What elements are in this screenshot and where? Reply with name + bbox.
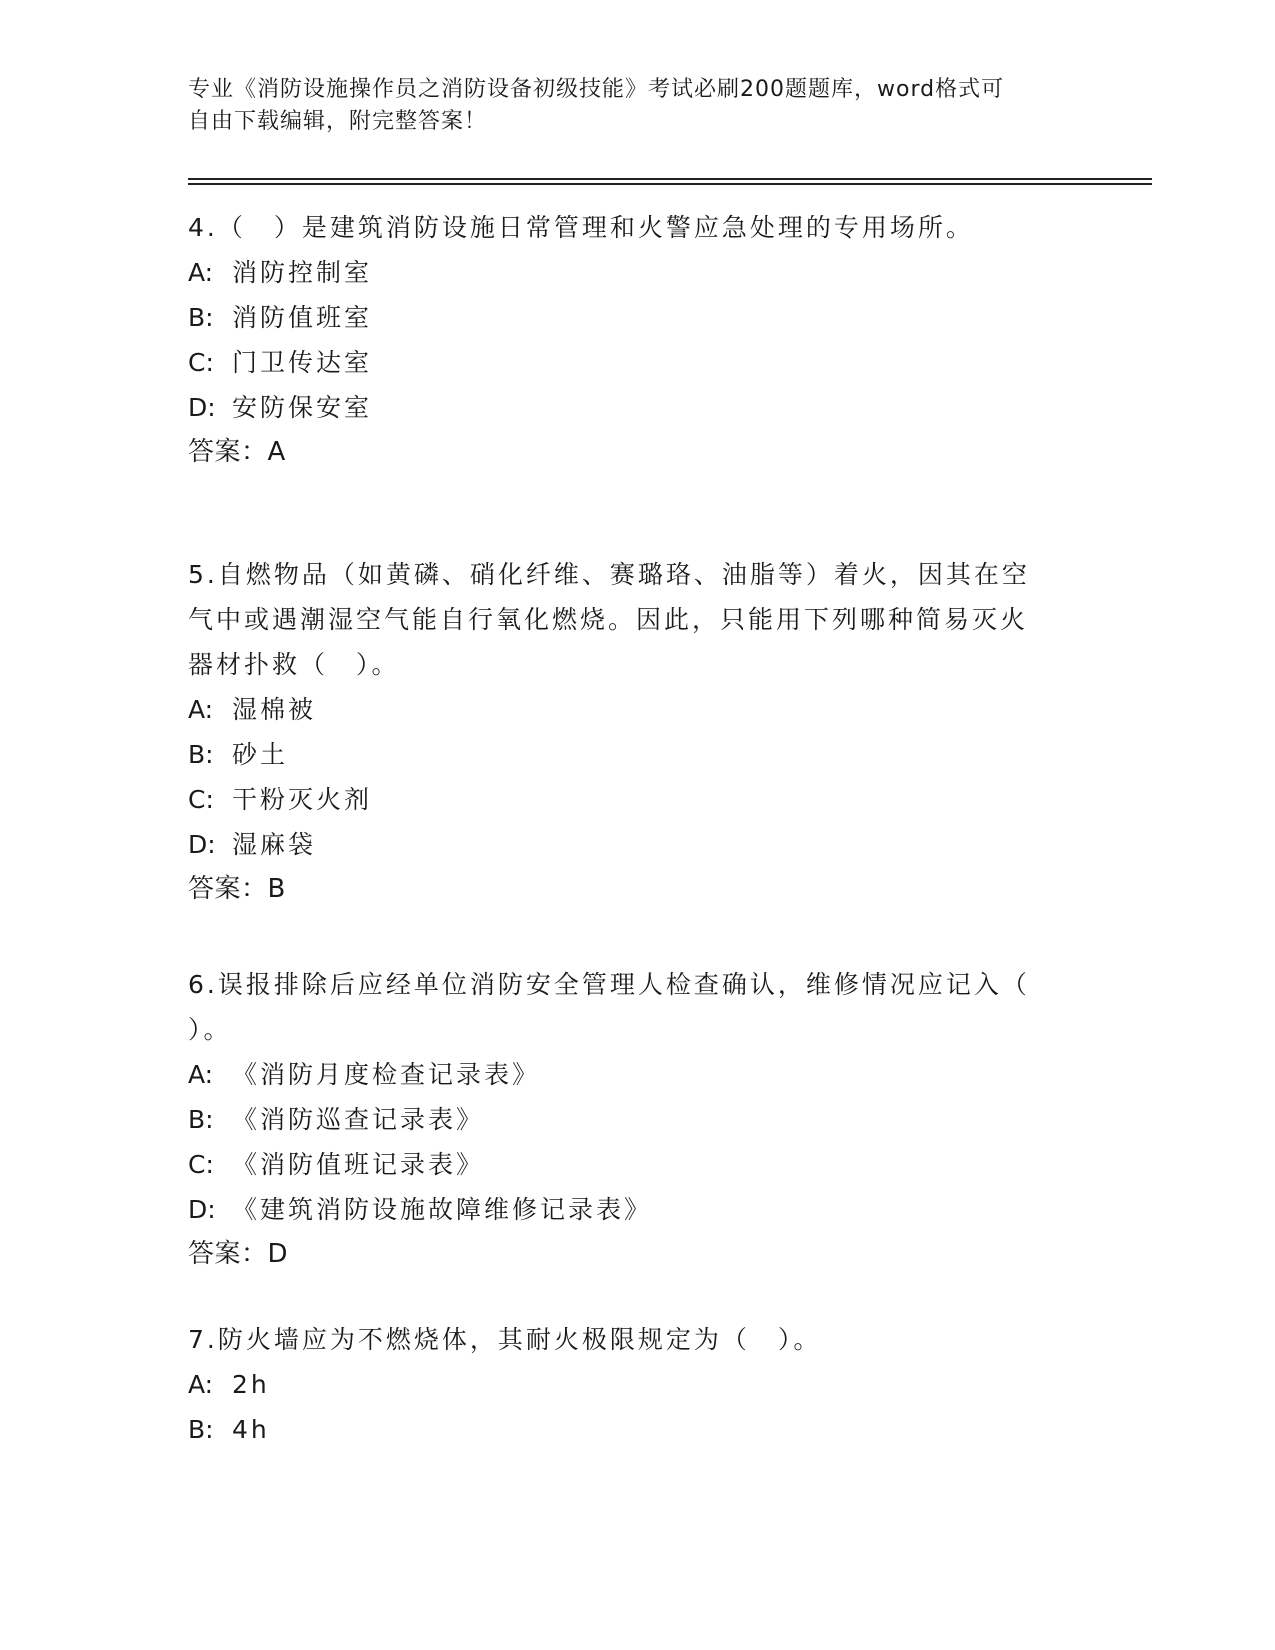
option-d — [188, 1187, 1068, 1232]
question-stem-line-2: 气中或遇潮湿空气能自行氧化燃烧。因此，只能用下列哪种简易灭火 — [188, 605, 1029, 634]
option-key: A: — [188, 258, 214, 287]
option-b — [188, 1097, 1068, 1142]
header-line-2: 自由下载编辑，附完整答案！ — [188, 109, 488, 134]
option-key: B: — [188, 1415, 214, 1444]
header-line-1: 专业《消防设施操作员之消防设备初级技能》考试必刷200题题库，word格式可 — [188, 77, 1005, 102]
option-d — [188, 385, 1068, 430]
option-d — [188, 822, 1068, 867]
question-stem-line-1: 5.自燃物品（如黄磷、硝化纤维、赛璐珞、油脂等）着火，因其在空 — [188, 560, 1030, 589]
option-text: 《消防值班记录表》 — [232, 1150, 485, 1179]
option-key: C: — [188, 1150, 214, 1179]
question-stem: 4.（ ）是建筑消防设施日常管理和火警应急处理的专用场所。 — [188, 213, 974, 242]
option-c — [188, 777, 1068, 822]
option-text: 湿麻袋 — [232, 830, 317, 859]
option-key: C: — [188, 785, 214, 814]
question-7 — [188, 1317, 1068, 1452]
option-key: B: — [188, 740, 214, 769]
option-b — [188, 732, 1068, 777]
option-key: B: — [188, 303, 214, 332]
option-text: 消防控制室 — [232, 258, 373, 287]
option-text: 砂土 — [232, 740, 289, 769]
option-key: D: — [188, 1195, 216, 1224]
option-c — [188, 1142, 1068, 1187]
option-text: 4h — [232, 1415, 270, 1444]
option-a — [188, 1362, 1068, 1407]
option-a — [188, 1052, 1068, 1097]
option-text: 2h — [232, 1370, 270, 1399]
option-text: 门卫传达室 — [232, 348, 373, 377]
document-header — [188, 74, 1068, 138]
option-key: A: — [188, 1370, 214, 1399]
option-text: 《建筑消防设施故障维修记录表》 — [232, 1195, 653, 1224]
option-text: 《消防月度检查记录表》 — [232, 1060, 541, 1089]
option-text: 干粉灭火剂 — [232, 785, 373, 814]
header-divider-top — [188, 178, 1152, 180]
option-c — [188, 340, 1068, 385]
option-key: B: — [188, 1105, 214, 1134]
answer-line: 答案：B — [188, 874, 286, 904]
question-stem-line-3: 器材扑救（ ）。 — [188, 650, 400, 679]
option-key: A: — [188, 695, 214, 724]
option-a — [188, 687, 1068, 732]
option-key: D: — [188, 393, 216, 422]
option-key: D: — [188, 830, 216, 859]
option-key: A: — [188, 1060, 214, 1089]
question-stem: 7.防火墙应为不燃烧体，其耐火极限规定为（ ）。 — [188, 1325, 822, 1354]
question-stem-line-1: 6.误报排除后应经单位消防安全管理人检查确认，维修情况应记入（ — [188, 970, 1030, 999]
question-5 — [188, 552, 1068, 912]
answer-line: 答案：A — [188, 437, 286, 467]
option-text: 消防值班室 — [232, 303, 373, 332]
option-text: 湿棉被 — [232, 695, 317, 724]
question-4 — [188, 205, 1068, 475]
header-divider-bottom — [188, 183, 1152, 185]
option-b — [188, 1407, 1068, 1452]
option-text: 《消防巡查记录表》 — [232, 1105, 485, 1134]
option-a — [188, 250, 1068, 295]
option-text: 安防保安室 — [232, 393, 373, 422]
answer-line: 答案：D — [188, 1239, 289, 1269]
question-6 — [188, 962, 1068, 1277]
option-key: C: — [188, 348, 214, 377]
option-b — [188, 295, 1068, 340]
question-stem-line-2: ）。 — [188, 1015, 232, 1044]
